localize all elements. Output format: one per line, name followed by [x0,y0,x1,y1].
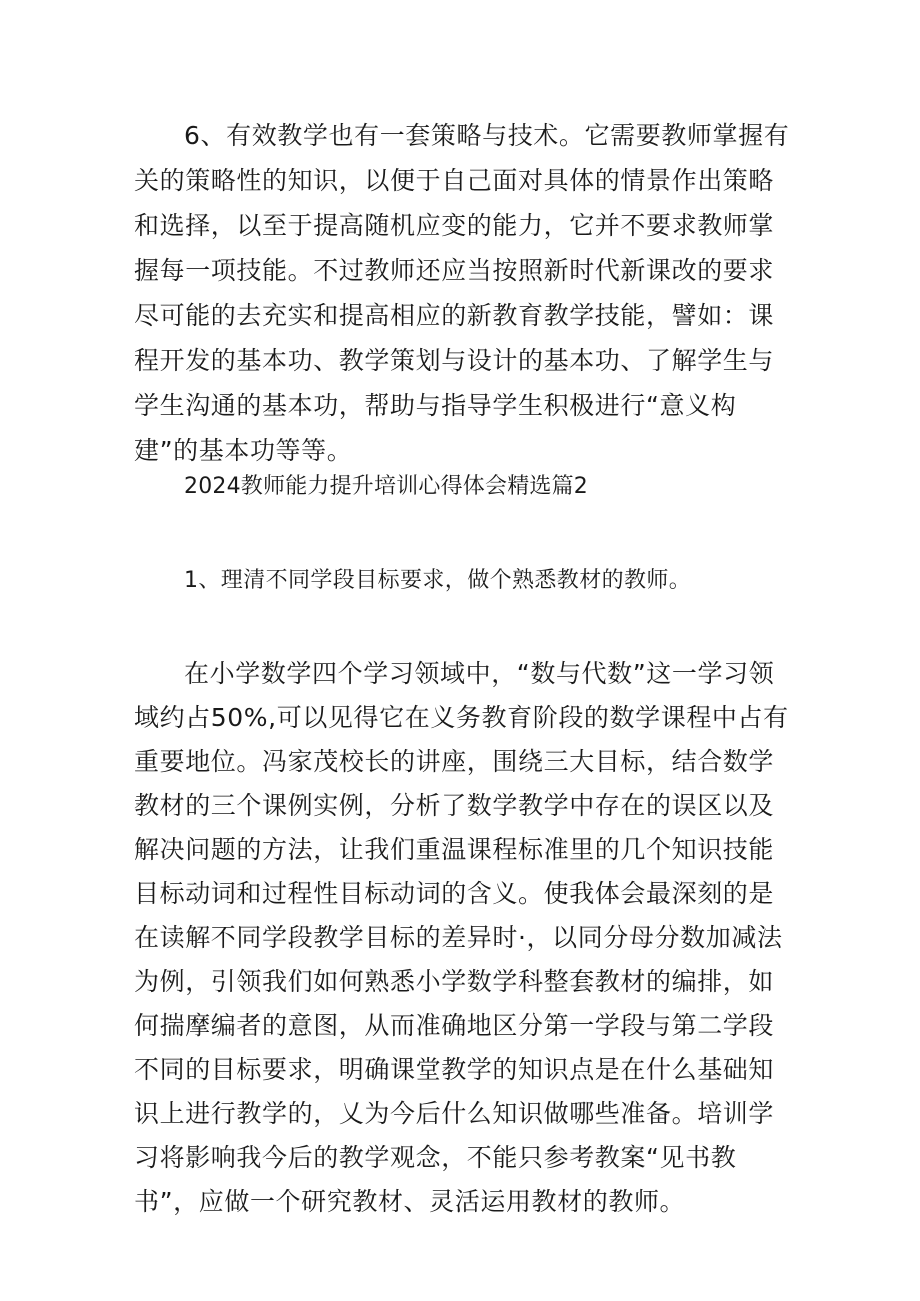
paragraph-strategy-skills: 6、有效教学也有一套策略与技术。它需要教师掌握有关的策略性的知识，以便于自己面对具体的情景作出策略和选择，以至于提高随机应变的能力，它并不要求教师掌握每一项技能。不过教师还应当按照新时代新课改的要求尽可能的去充实和提高相应的新教育教学技能，譬如：课程开发的基本功、教学策划与设计的基本功、了解学生与学生沟通的基本功，帮助与指导学生积极进行“意义构建”的基本功等等。 [134,121,790,465]
section-heading: 2024教师能力提升培训心得体会精选篇2 [184,474,588,499]
item-heading-1: 1、理清不同学段目标要求，做个熟悉教材的教师。 [184,568,692,593]
paragraph-math-domain: 在小学数学四个学习领域中，“数与代数”这一学习领域约占50%,可以见得它在义务教育阶段的数学课程中占有重要地位。冯家茂校长的讲座，围绕三大目标，结合数学教材的三个课例实例，分析了数学教学中存在的误区以及解决问题的方法，让我们重温课程标准里的几个知识技能目标动词和过程性目标动词的含义。使我体会最深刻的是在读解不同学段教学目标的差异时·，以同分母分数加减法为例，引领我们如何熟悉小学数学科整套教材的编排，如何揣摩编者的意图，从而准确地区分第一学段与第二学段不同的目标要求，明确课堂教学的知识点是在什么基础知识上进行教学的，乂为今后什么知识做哪些准备。培训学习将影响我今后的教学观念，不能只参考教案“见书教书”，应做一个研究教材、灵活运用教材的教师。 [134,659,789,1216]
